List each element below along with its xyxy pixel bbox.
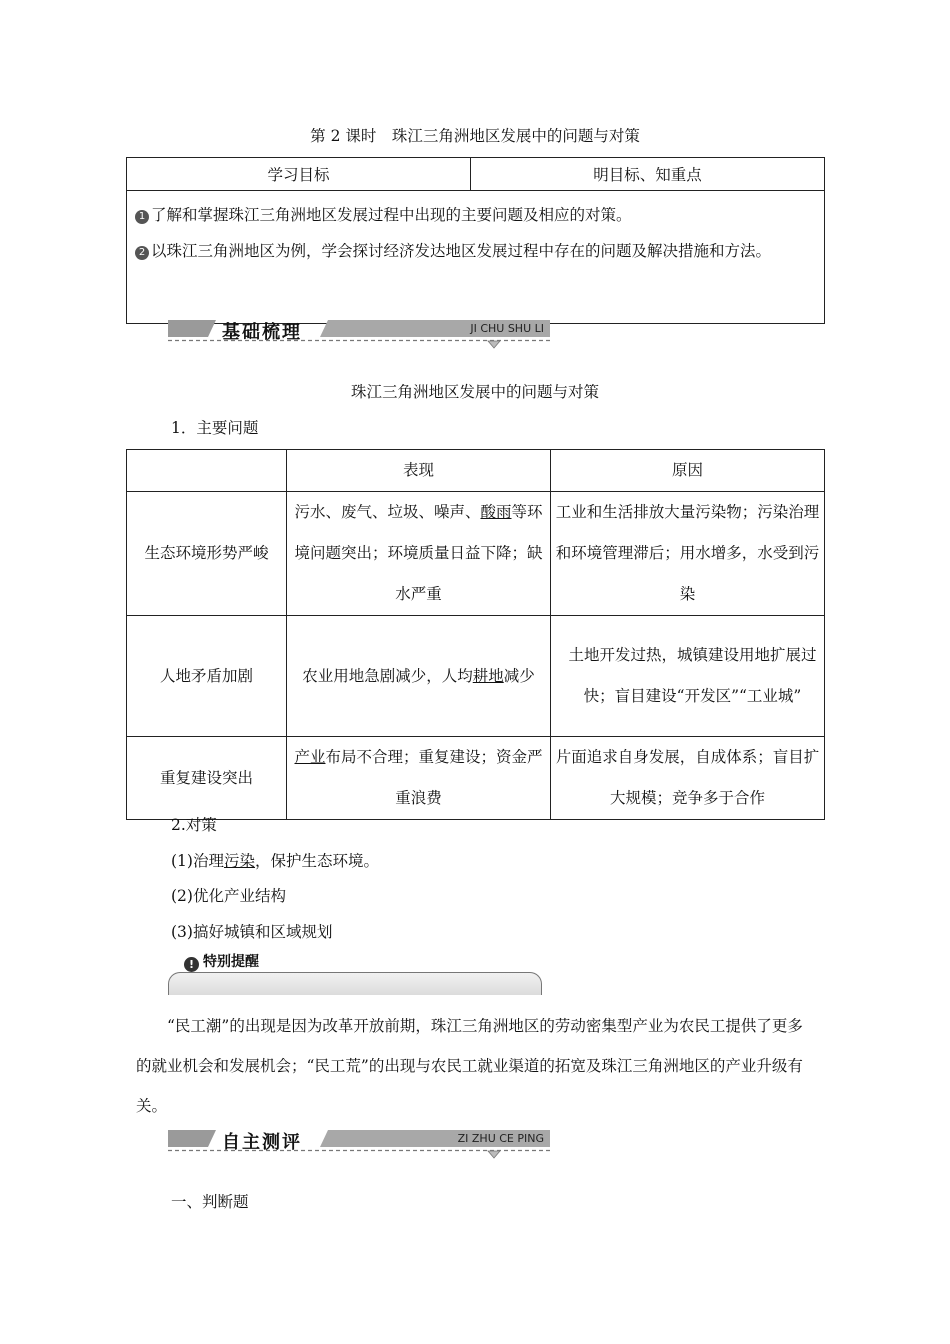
reminder-bar — [168, 972, 542, 995]
table-header-performance: 表现 — [287, 450, 551, 492]
reminder-paragraph: “民工潮”的出现是因为改革开放前期，珠江三角洲地区的劳动密集型产业为农民工提供了更多的就业机会和发展机会；“民工荒”的出现与农民工就业渠道的拓宽及珠江三角洲地区的产业升级有关。 — [136, 1017, 803, 1115]
section-banner-basics — [168, 317, 550, 353]
table-row — [127, 616, 825, 737]
page-title: 第 2 课时 珠江三角洲地区发展中的问题与对策 — [310, 127, 640, 145]
goals-header-focus: 明目标、知重点 — [471, 158, 825, 191]
row-cause: 工业和生活排放大量污染物；污染治理和环境管理滞后；用水增多，水受到污染 — [551, 492, 825, 616]
row-cause: 土地开发过热，城镇建设用地扩展过快；盲目建设“开发区”“工业城” — [551, 616, 825, 737]
learning-goals-table — [126, 157, 825, 324]
goal-item-2: 2 以珠江三角洲地区为例，学会探讨经济发达地区发展过程中存在的问题及解决措施和方法。 — [135, 233, 816, 269]
measures-label: 2.对策 — [171, 816, 217, 834]
goals-header-objectives: 学习目标 — [127, 158, 471, 191]
row-cause: 片面追求自身发展，自成体系；盲目扩大规模；竞争多于合作 — [551, 737, 825, 820]
measure-item-1: (1)治理污染，保护生态环境。 — [171, 852, 379, 870]
measure-item-2: (2)优化产业结构 — [171, 887, 286, 905]
section-banner-self-test — [168, 1127, 550, 1163]
table-row — [127, 492, 825, 616]
special-reminder-box — [168, 948, 544, 994]
goal-item-1: 1 了解和掌握珠江三角洲地区发展过程中出现的主要问题及相应的对策。 — [135, 197, 816, 233]
problems-label: 1．主要问题 — [171, 419, 259, 437]
row-performance: 污水、废气、垃圾、噪声、酸雨等环境问题突出；环境质量日益下降；缺水严重 — [287, 492, 551, 616]
number-2-icon: 2 — [135, 246, 149, 260]
row-name: 人地矛盾加剧 — [127, 616, 287, 737]
goals-body — [127, 191, 825, 324]
row-performance: 产业布局不合理；重复建设；资金严重浪费 — [287, 737, 551, 820]
special-reminder-label: ! 特别提醒 — [184, 951, 259, 972]
measure-item-3: (3)搞好城镇和区域规划 — [171, 923, 333, 941]
banner-title: 基础梳理 — [222, 322, 302, 343]
judge-label: 一、判断题 — [171, 1193, 249, 1211]
banner-title: 自主测评 — [222, 1132, 302, 1153]
section-heading: 珠江三角洲地区发展中的问题与对策 — [350, 383, 599, 401]
row-performance: 农业用地急剧减少，人均耕地减少 — [287, 616, 551, 737]
problems-table — [126, 449, 825, 820]
row-name: 生态环境形势严峻 — [127, 492, 287, 616]
table-row — [127, 737, 825, 820]
number-1-icon: 1 — [135, 210, 149, 224]
banner-subtitle: JI CHU SHU LI — [470, 322, 544, 335]
row-name: 重复建设突出 — [127, 737, 287, 820]
exclamation-icon: ! — [184, 957, 199, 972]
table-header-cause: 原因 — [551, 450, 825, 492]
banner-subtitle: ZI ZHU CE PING — [457, 1132, 544, 1145]
table-header-empty — [127, 450, 287, 492]
